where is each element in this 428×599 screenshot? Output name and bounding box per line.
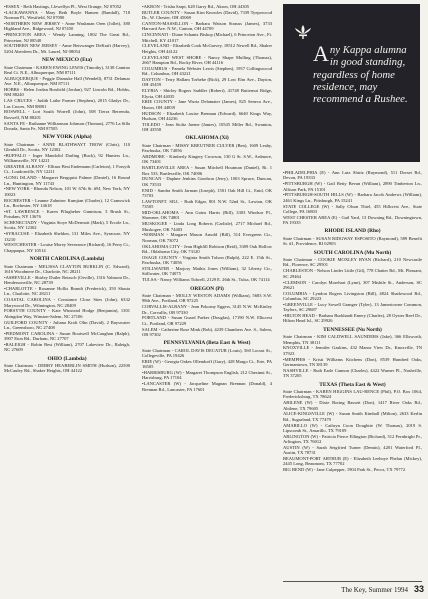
fleur-de-lis-icon: [293, 24, 313, 40]
list-item: •GREENVILLE - Lucy Sowell Granger (Tyler), 13 Jamestowne Common, Taylors, SC 29687: [283, 301, 422, 313]
list-item: CORVALLIS-ALBANY - Jean Pokorny Eggers, 3145 N.W. McKinley Dr., Corvallis, OR 97330: [142, 304, 272, 315]
list-item: •RALEIGH - Robin Best (William), 2707 Lakeview Dr., Raleigh, NC 27609: [4, 341, 130, 353]
list-item: BEAUMONT-PORT ARTHUR (E) - Elizabeth Leeboye Phelan (Mickey), 2445 Long, Beaumont, TX 77702: [283, 456, 422, 467]
state-chairman: State Chairman - KIM CALDWELL SAUNDERS (Jake), 366 Ellsworth, Memphis, TN 38111: [283, 334, 422, 345]
list-item: HOBBS - Helen Jordan Bonfield (Jordan), 927 Lincoln Rd., Hobbs, NM 88240: [4, 86, 130, 98]
list-item: DUNCAN - Daphne Jenkins Goodson (Jerry), 1003 Spruce, Duncan, OK 73533: [142, 176, 272, 187]
list-item: •AKRON - Trisha Sarpi, 628 Garry Rd., Akron, OH 44305: [142, 4, 250, 9]
list-item: SCHENECTADY - Virginia Stoye McDermott (Mark), 5 Ercole Ln., Scotia, NY 12302: [4, 220, 130, 231]
list-item: CINCINNATI - Diane Schantz Bishop (Michael), 6 Princeton Ave., Ft. Mitchell, KY 41017: [142, 32, 272, 43]
list-item: BUTLER COUNTY - Susan Kirn Knowles (David), 7339 Tyepowood Dr., W. Chester, OH 45069: [142, 9, 272, 21]
footer-divider: [283, 581, 422, 582]
list-item: CANTON-MASSILLON - Barbara Watson Strauss (James), 3733 Harvard Ave. N.W., Canton, OH 44709: [142, 21, 272, 32]
page-footer: [300, 584, 424, 594]
list-item: TULSA - Nancy Williams Tidwell, 2129 E. 26th St., Tulsa, OK 74114: [142, 277, 270, 283]
list-item: ALICE-KINGSVILLE (W) - Susan Smith Kimball (Milton), 2633 Kerlin Rd., Sugarland, TX 77479: [283, 411, 422, 422]
list-item: •CLEMSON - Carolyn Morehart (Lynn), 307 Mishtle St., Anderson, SC 29621: [283, 279, 422, 290]
list-item: SOUTHERN NEW JERSEY - Anne Beiswanger DeKraft (Harvey), 5204 Aberdeen Dr., Mt. Laurel, NJ 08054: [4, 43, 130, 54]
list-item: •NORMAN - Margaret Mason Arnold (Bill), 514 Evergreen Cir., Norman, OK 73072: [142, 232, 272, 243]
list-item: AUSTIN (W) - Sarah Seigfried Turner (Dennis), 4201 Waterford Pl., Austin, TX 78731: [283, 444, 422, 456]
list-item: ALBUQUERQUE - Peggie Dismuke Hall (Wendell), 8731 Delamar Ave. N.E., Albuquerque, NM 87111: [4, 75, 130, 87]
list-item: CLEVELAND WEST SHORE - Nancy Shape Mulling (Thomas), 2667 Hampton Rd., Rocky River, OH 44116: [142, 54, 272, 65]
list-item: OSAGE COUNTY - Virginia Smith Tolson (Ralph), 222 E. 15th St., Pawhuska, OK 74056: [142, 254, 272, 266]
section-heading-south-carolina: SOUTH CAROLINA (Mu North): [313, 249, 392, 256]
column-2: [142, 4, 272, 393]
list-item: GUILFORD COUNTY - Juliana Kraft Olin (David), 2 Bayswater Ln., Greensboro, NC 27408: [4, 319, 130, 330]
list-item: ARDMORE - Kimberly Kingery Crowson, 130 G St. S.W., Ardmore, OK 73401: [142, 154, 272, 165]
list-item: •LANCASTER (W) - Jacqueline Magnan Brennan (Donald), 4 Brennan Rd., Lancaster, PA 17601: [142, 381, 272, 392]
list-item: SALEM - Catherine Rose Mink (Bob), 4239 Chambers Ave. S., Salem, OR 97302: [142, 326, 272, 337]
state-chairman: State Chairman - SUSAN RIDGWAY ESPOSITO (Raymond), 589 Benefit St. #1, Providence, RI 02903: [283, 235, 422, 247]
state-chairman: State Chairman - MISSY KREUTNER CULVER (Ben), 1609 Leahy, Pawhuska, OK 74056: [142, 142, 272, 154]
list-item: ROCHESTER - Leanne Zahniser Kumjian (Charles), 12 Cranswick Ln., Rochester, NY 14618: [4, 197, 130, 208]
list-item: •HARRISBURG (W) - Margaret Thompson English, 212 Chestnut St., Harrisburg, PA 17104: [142, 370, 272, 381]
list-item: •PIEDMONT CAROLINA - Susan Boutwell McCaughan (Ralph), 3907 Eton Rd., Durham, NC 27707: [4, 330, 130, 342]
list-item: FORSYTH COUNTY - Kate Winstead Hodge (Benjamin), 1301 Abingdon Way, Winston-Salem, NC 27106: [4, 308, 130, 319]
list-item: •LONG ISLAND - Margaret Bergquist Palmer (Daniel), 16 Round Ln., Huntington, NY 11743: [4, 175, 130, 186]
list-item: •LACKAWANNA - Mary Beth Boyle Hansen (Randall), 718 Norman Pl., Westfield, NJ 07090: [4, 9, 130, 21]
section-heading-oklahoma: OKLAHOMA (Xi): [185, 135, 229, 142]
list-item: CHARLESTON - Nelson Linder Little (Gil), 778 Chatter Rd., Mt. Pleasant, SC 29464: [283, 268, 422, 279]
list-item: TOLEDO - Jean Stoltz Jaeme (James), 10545 Miller Rd., Swanton, OH 43558: [142, 121, 272, 133]
list-item: ELYRIA - Shirley Rogers Saddler (Robert), 41748 Butternut Ridge, Elyria, OH 44035: [142, 88, 272, 99]
section-heading-north-carolina: NORTH CAROLINA (Lambda): [29, 256, 105, 263]
nj-entries: [4, 4, 130, 54]
section-heading-new-mexico: NEW MEXICO (Eta): [42, 57, 92, 64]
rushee-callout: [283, 4, 420, 162]
list-item: HUDSON - Elizabeth Louise Brennan (Edward), 6640 Kings Way, Hudson, OH 44236: [142, 110, 272, 121]
list-item: COLUMBIA - Lyndon Rogers Livingston (Bill), 4824 Shadowood Rd., Columbia, SC 29223: [283, 290, 422, 302]
list-item: STATE COLLEGE (W) - Sally Olson Thiel, 455 Hillcrest Ave., State College, PA 16803: [283, 203, 422, 214]
column-1: [4, 4, 130, 374]
state-chairman: State Chairman - DEBBY HEABERLIN SMITH (Hudson), 22500 McCauley Rd., Shaker Heights, OH 44122: [4, 363, 130, 374]
list-item: LAS CRUCES - Judith Lathe Farmer (Stephen), 2015 Gladys Dr., Las Cruces, NM 88001: [4, 98, 130, 109]
section-heading-rhode-island: RHODE ISLAND (Rho): [324, 228, 381, 235]
issue-label: The Key, Summer 1994: [341, 586, 408, 594]
list-item: COLUMBUS - Pamela Webster Lewis (Stephen), 1957 Collingswood Rd., Columbus, OH 43221: [142, 65, 272, 77]
list-item: •BUFFALO - Inger Mandolid Darling (Buck), 92 Hunters Ln., Williamsville, NY 14221: [4, 152, 130, 164]
section-heading-texas: TEXAS (Theta East & West): [319, 381, 386, 388]
state-chairman: State Chairman - KAREN EWING LEWIS (Timothy), 3138 Camino Real Ct. N.E., Albuquerque, NM 87111: [4, 64, 130, 75]
list-item: •PITTSBURGH-SOUTH HILLS (W) - Barbara Jacob Andrews (William), 2461 Kings Ln., Pittsburgh, PA 15241: [283, 192, 422, 203]
list-item: •PITTSBURGH (W) - Gail Betty Bevan (William), 2890 Timberton Ln., Allison Park, PA 15101: [283, 181, 422, 192]
column-3: [283, 170, 422, 473]
state-chairman: State Chairman - CAROL DAVIS DECATUR (Louis), 560 Locust St., Collegeville, PA 19426: [142, 347, 272, 359]
list-item: •ASHEVILLE - Shirley Dutler Retzsch (Orville), 1316 Valmont Dr., Hendersonville, NC 28739: [4, 274, 130, 286]
list-item: ABILENE (W) - Dixie Boring Bassett (Don), 1417 River Oaks Rd., Abilene, TX 79605: [283, 400, 422, 411]
list-item: •HILTON HEAD - Barbara Burkhardt Emery (Charles), 28 Oyster Reef Dr., Hilton Head Isl., SC 29926: [283, 313, 422, 324]
section-heading-new-york: NEW YORK (Alpha): [42, 134, 92, 141]
list-item: WESTCHESTER - Louise Morey Severance (Richard), 16 Perry Ct., Chappaqua, NY 10514: [4, 242, 130, 253]
list-item: STILLWATER - Marjory Mathis Jones (William), 32 Liberty Cir., Stillwater, OK 74075: [142, 265, 272, 277]
list-item: PORTLAND - Susan Guard Parker (Douglas), 17190 N.W. Elkcrest Ct., Portland, OR 97229: [142, 315, 272, 326]
page-number: 33: [413, 584, 424, 594]
list-item: LAWTONFT. SILL - Ruth Edgar, 801 N.W. 52nd St., Lawton, OK 73505: [142, 198, 272, 210]
section-heading-ohio: OHIO (Lambda): [47, 355, 87, 362]
list-item: ARLINGTON (W) - Patricia Pierce Ellington (Richard), 512 Fernbright Pr., Arlington, TX 76012: [283, 433, 422, 445]
state-chairman: State Chairman - KAREN HIGGINS LAU-RENCE (Phil), P.O. Box 1064, Fredericksburg, TX 78624: [283, 389, 422, 400]
list-item: •NEW YORK - Rhonda Nelson, 101 W. 67th St. #9J, New York, NY 10023: [4, 186, 130, 197]
list-item: •SYRACUSE - Elizabeth Sheldon, 131 Miles Ave., Syracuse, NY 13210: [4, 231, 130, 242]
list-item: KNOXVILLE - Jennifer Gaskins, 432 Manor View Dr., Knoxville, TN 37923: [283, 345, 422, 356]
list-item: COASTAL CAROLINA - Constance Close Sites (John), 6332 Marywood Dr., Wilmington, NC 28409: [4, 297, 130, 308]
list-item: •PRINCETON AREA - Wendy Lanning, 1002 The Great Rd., Princeton, NJ 08540: [4, 32, 130, 43]
list-item: BIG BEND (W) - Jane Culpepper, 1904 Park St., Pecos, TX 79772: [283, 467, 406, 473]
list-item: CLEVELAND - Elizabeth Cook McGarvey, 18512 Newell Rd., Shaker Heights, OH 44122: [142, 43, 272, 54]
list-item: SANTA FE - Ruthanne Williamson Johnson (Thomas), 2776 La Silla Dorada, Santa Fe, NM 87505: [4, 120, 130, 131]
list-item: MID-OKLAHOMA - Ann Goins Harris (Bill), 3303 Windsor Pl., Shawnee, OK 74801: [142, 210, 272, 221]
state-chairman: State Chairman - MOLLY WESTON ADAMS (William), 5683 S.W. 98th Ave., Portland, OR 97225: [142, 293, 272, 304]
list-item: ROSWELL - Lori South Worrell (John), 508 Tierra Berrenda, Roswell, NM 88201: [4, 109, 130, 120]
state-chairman: State Chairman - MELISSA CLAYTON BURKLIN (C. Edward), 1616 Woodmere Dr., Charlotte, NC 28211: [4, 263, 130, 274]
list-item: OKLAHOMA CITY - Jean Highfill Robison (Reid), 3309 Oak Hollow Rd., Oklahoma City, OK 73120: [142, 243, 272, 254]
list-item: DAYTON - Terry Hallam Torbeke (Rick), 29 Low Elm Ave., Dayton, OH 45459: [142, 76, 272, 88]
list-item: •PHILADELPHIA (E) - Ann Lutz Shirtz (Raymond), 511 Dorset Rd., Devon, PA 19333: [283, 170, 422, 181]
callout-text: [313, 41, 413, 106]
list-item: •CHARLOTTE - Roxanne Hollis Brandt (Frederick), 350 Shasta Ln., Charlotte, NC 28211: [4, 285, 130, 297]
list-item: •NORTHERN NEW JERSEY - Anne Waskman Oren (Jollet), 380 Highland Ave., Ridgewood, NJ 07450: [4, 21, 130, 32]
section-heading-pennsylvania: PENNSYLVANIA (Beta East & West): [163, 340, 251, 347]
section-heading-oregon: OREGON (Pi): [190, 285, 224, 292]
list-item: •ESSEX - Beth Hastings, Llewellyn Pl., West Orange, NJ 07052: [4, 4, 122, 9]
list-item: GREATER ALBANY - Ellinor Best Endemann (Carleton), 1 Forsyth Ct., Loudonville, NY 12211: [4, 164, 130, 175]
list-item: ERIE (W) - Georgia Oakes Ollendorff (Gary), 428 Margo Ct., Erie, PA 16505: [142, 358, 272, 370]
list-item: ERIE COUNTY - Jane Wurtz Delamater (James), 825 Seneca Ave., Huron, OH 44839: [142, 99, 272, 110]
list-item: WEST CHESTER AREA (E) - Gail Yard, 13 Downing Rd., Downingtown, PA 19335: [283, 214, 422, 226]
state-chairman: State Chairman - ANNE BLATHWAYT TROW (Chris), 110 Glenhill Dr., Scotia, NY 12302: [4, 141, 130, 153]
list-item: •MEMPHIS - Kristi Williams Kitchens (Don), 8539 Hundred Oaks, Germantown, TN 38139: [283, 356, 422, 367]
list-item: BARTLESVILLE AREA - Susan Mitchell Houtman (Daniel), Rt. 1 Box 533, Bartlesville, OK 74006: [142, 165, 272, 176]
state-chairman: State Chairman - COOKIE MOXLEY RYAN (Richard), 210 Newcastle Rd., Florence, SC 29501: [283, 257, 422, 268]
list-item: AMARILLO (W) - Cathryn Coon Doughtie (W. Thomas), 2019 S. Lipscomb St., Amarillo, TX 79109: [283, 422, 422, 433]
list-item: MUSKOGEE - Linda Long Roberts (Carlisle), 2717 Michael Rd., Muskogee, OK 74403: [142, 221, 272, 232]
list-item: NASHVILLE - Ruth Earle Cannon (Charles), 4422 Warner Pl., Nashville, TN 37205: [283, 367, 422, 379]
callout-body: ny Kappa alumna in good standing, regardless of home residence, may recommend a Rushee.: [313, 44, 408, 106]
drop-cap: A: [313, 41, 329, 66]
list-item: •ST. LAWRENCE - Karen Pflugheber Gunnison, 3 Brush St., Potsdam, NY 13676: [4, 208, 130, 220]
list-item: ENID - Sandra Smith Jarman (Joseph), 1501 Oak Hill Ct., Enid, OK 73703: [142, 187, 272, 198]
section-heading-tennessee: TENNESSEE (Nu North): [323, 326, 382, 333]
